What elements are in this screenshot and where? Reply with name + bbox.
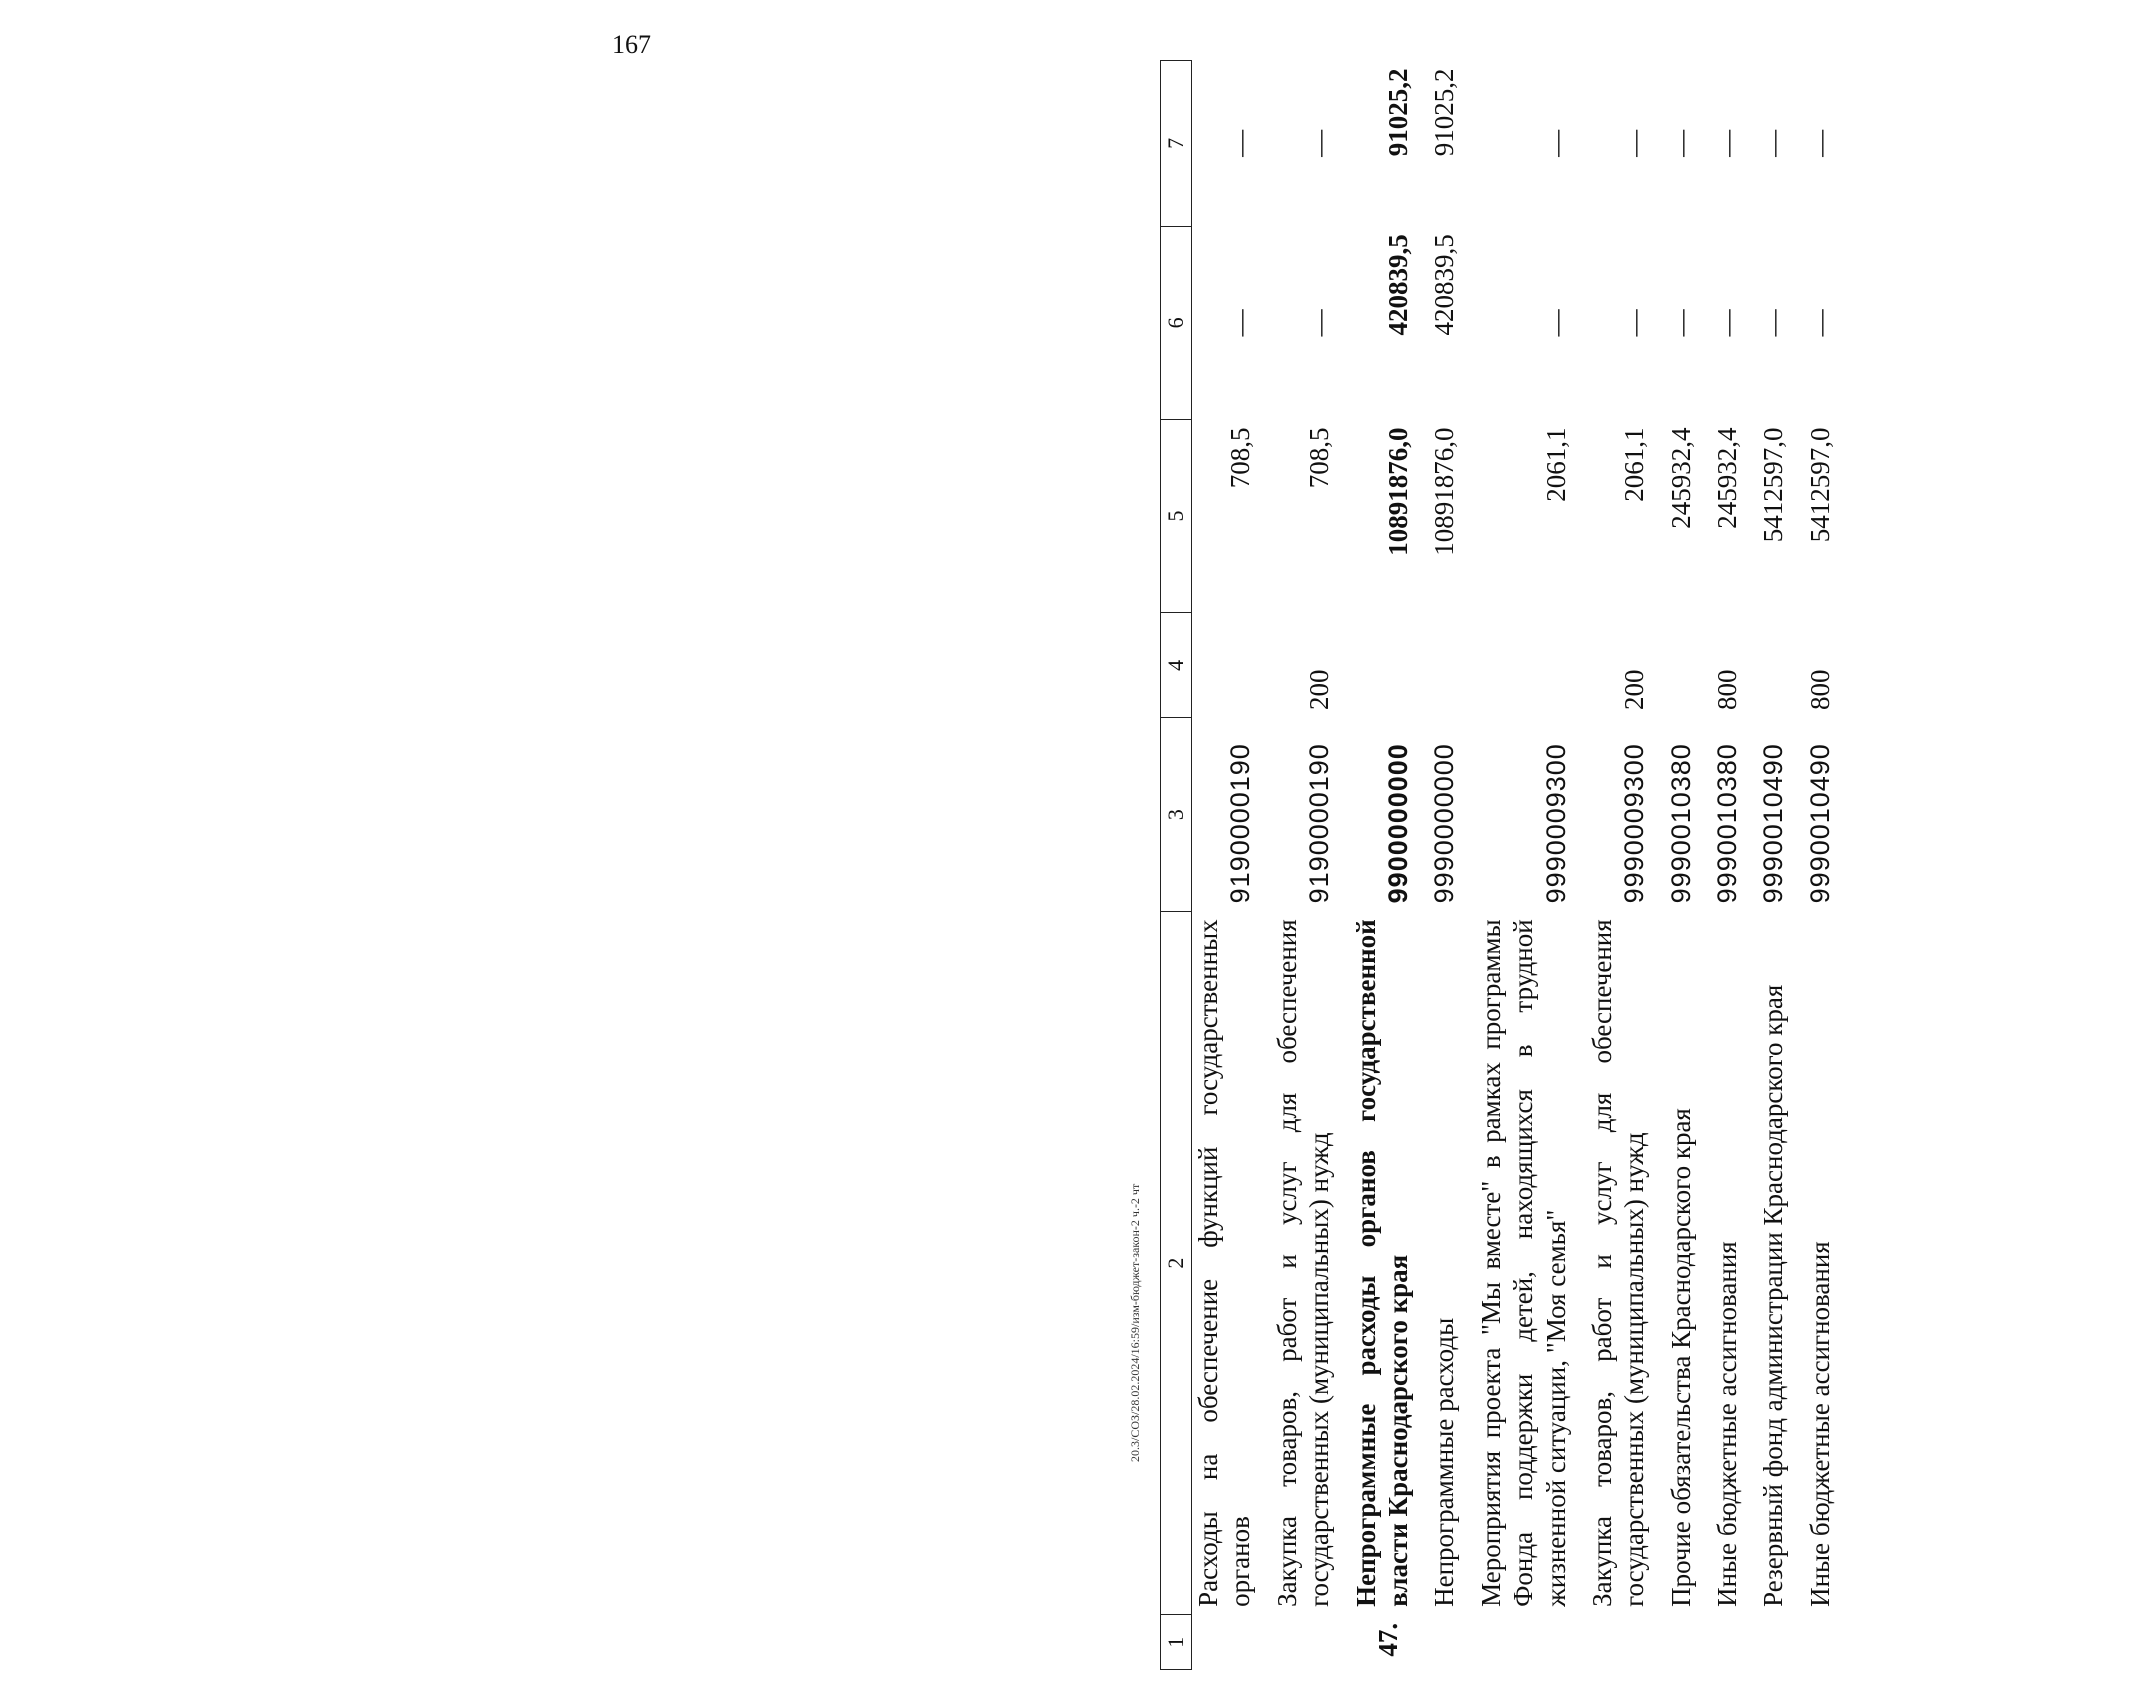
expense-name: Непрограммные расходы bbox=[1429, 1317, 1460, 1607]
expense-type-code: 800 bbox=[1804, 669, 1835, 710]
table-row bbox=[1711, 61, 1757, 1670]
amount-total: 5412597,0 bbox=[1758, 427, 1789, 543]
amount-col-7: 91025,2 bbox=[1429, 68, 1460, 157]
amount-col-6: — bbox=[1712, 309, 1743, 337]
amount-total: 2061,1 bbox=[1619, 427, 1650, 502]
amount-col-6: 420839,5 bbox=[1382, 234, 1413, 336]
target-article-code: 9990010380 bbox=[1665, 743, 1696, 904]
header-col-2: 2 bbox=[1161, 911, 1192, 1615]
header-col-3: 3 bbox=[1161, 718, 1192, 911]
row-number: 47. bbox=[1372, 1622, 1403, 1657]
expense-type-code bbox=[1665, 613, 1711, 718]
amount-col-7: 91025,2 bbox=[1382, 68, 1413, 157]
amount-total: 708,5 bbox=[1225, 427, 1256, 489]
row-number bbox=[1271, 1615, 1350, 1670]
target-article-code: 9190000190 bbox=[1225, 743, 1256, 904]
table-row bbox=[1271, 61, 1350, 1670]
row-number bbox=[1586, 1615, 1665, 1670]
expense-name: Иные бюджетные ассигнования bbox=[1804, 1241, 1835, 1607]
target-article-code: 9900000000 bbox=[1382, 743, 1413, 904]
amount-total: 708,5 bbox=[1304, 427, 1335, 489]
rotated-table-frame bbox=[1160, 60, 2140, 1670]
table-row bbox=[1804, 61, 1850, 1670]
expense-type-code: 200 bbox=[1304, 669, 1335, 710]
amount-total: 2061,1 bbox=[1540, 427, 1571, 502]
amount-col-6: — bbox=[1225, 309, 1256, 337]
amount-col-6: — bbox=[1304, 309, 1335, 337]
expense-type-code bbox=[1192, 613, 1271, 718]
header-col-6: 6 bbox=[1161, 226, 1192, 419]
expense-name: Резервный фонд администрации Краснодарского края bbox=[1758, 984, 1789, 1607]
header-col-7: 7 bbox=[1161, 61, 1192, 227]
expense-type-code: 200 bbox=[1619, 669, 1650, 710]
amount-col-7: — bbox=[1619, 129, 1650, 157]
amount-col-7: — bbox=[1304, 129, 1335, 157]
amount-total: 5412597,0 bbox=[1804, 427, 1835, 543]
expense-name: Непрограммные расходы органов государственной власти Краснодарского края bbox=[1350, 919, 1413, 1607]
amount-col-7: — bbox=[1758, 129, 1789, 157]
amount-col-6: — bbox=[1619, 309, 1650, 337]
amount-col-7: — bbox=[1540, 129, 1571, 157]
expense-name: Мероприятия проекта "Мы вместе" в рамках программы Фонда поддержки детей, находящихся в трудной жизненной ситуации, "Моя семья" bbox=[1475, 919, 1571, 1607]
expense-type-code bbox=[1475, 613, 1586, 718]
expense-name: Закупка товаров, работ и услуг для обеспечения государственных (муниципальных) нужд bbox=[1271, 919, 1335, 1607]
table-row bbox=[1475, 61, 1586, 1670]
header-col-4: 4 bbox=[1161, 613, 1192, 718]
table-body bbox=[1192, 61, 1851, 1670]
target-article-code: 9990009300 bbox=[1540, 743, 1571, 904]
expense-type-code bbox=[1350, 613, 1429, 718]
amount-col-7: — bbox=[1712, 129, 1743, 157]
row-number bbox=[1192, 1615, 1271, 1670]
target-article-code: 9990010380 bbox=[1712, 743, 1743, 904]
amount-col-6: — bbox=[1758, 309, 1789, 337]
row-number bbox=[1665, 1615, 1711, 1670]
row-number bbox=[1711, 1615, 1757, 1670]
amount-col-6: — bbox=[1540, 309, 1571, 337]
amount-col-6: — bbox=[1804, 309, 1835, 337]
expense-type-code bbox=[1428, 613, 1474, 718]
expense-name: Прочие обязательства Краснодарского края bbox=[1665, 1108, 1696, 1607]
amount-total: 10891876,0 bbox=[1382, 427, 1413, 556]
table-row bbox=[1757, 61, 1803, 1670]
page-number: 167 bbox=[612, 30, 651, 59]
expense-type-code: 800 bbox=[1712, 669, 1743, 710]
target-article-code: 9990000000 bbox=[1429, 743, 1460, 904]
expense-type-code bbox=[1757, 613, 1803, 718]
header-col-5: 5 bbox=[1161, 419, 1192, 612]
row-number bbox=[1428, 1615, 1474, 1670]
table-row bbox=[1665, 61, 1711, 1670]
target-article-code: 9190000190 bbox=[1304, 743, 1335, 904]
amount-col-7: — bbox=[1665, 129, 1696, 157]
amount-col-7: — bbox=[1804, 129, 1835, 157]
table-row bbox=[1192, 61, 1271, 1670]
table-row bbox=[1350, 61, 1429, 1670]
target-article-code: 9990010490 bbox=[1804, 743, 1835, 904]
table-row bbox=[1428, 61, 1474, 1670]
amount-col-6: — bbox=[1665, 309, 1696, 337]
target-article-code: 9990010490 bbox=[1758, 743, 1789, 904]
expense-name: Закупка товаров, работ и услуг для обеспечения государственных (муниципальных) нужд bbox=[1586, 919, 1650, 1607]
amount-total: 245932,4 bbox=[1665, 427, 1696, 529]
header-col-1: 1 bbox=[1161, 1615, 1192, 1670]
header-row bbox=[1161, 61, 1192, 1670]
expense-name: Расходы на обеспечение функций государственных органов bbox=[1193, 919, 1256, 1607]
target-article-code: 9990009300 bbox=[1619, 743, 1650, 904]
row-number bbox=[1757, 1615, 1803, 1670]
document-footer-code: 20.3/СОЗ/28.02.2024/16:59/изм-бюджет-закон-2 ч.-2 чт bbox=[1128, 1183, 1142, 1462]
budget-table bbox=[1160, 60, 1850, 1670]
row-number bbox=[1475, 1615, 1586, 1670]
table-row bbox=[1586, 61, 1665, 1670]
amount-col-7: — bbox=[1225, 129, 1256, 157]
expense-name: Иные бюджетные ассигнования bbox=[1712, 1241, 1743, 1607]
amount-col-6: 420839,5 bbox=[1429, 234, 1460, 336]
amount-total: 245932,4 bbox=[1712, 427, 1743, 529]
row-number bbox=[1804, 1615, 1850, 1670]
amount-total: 10891876,0 bbox=[1429, 427, 1460, 556]
